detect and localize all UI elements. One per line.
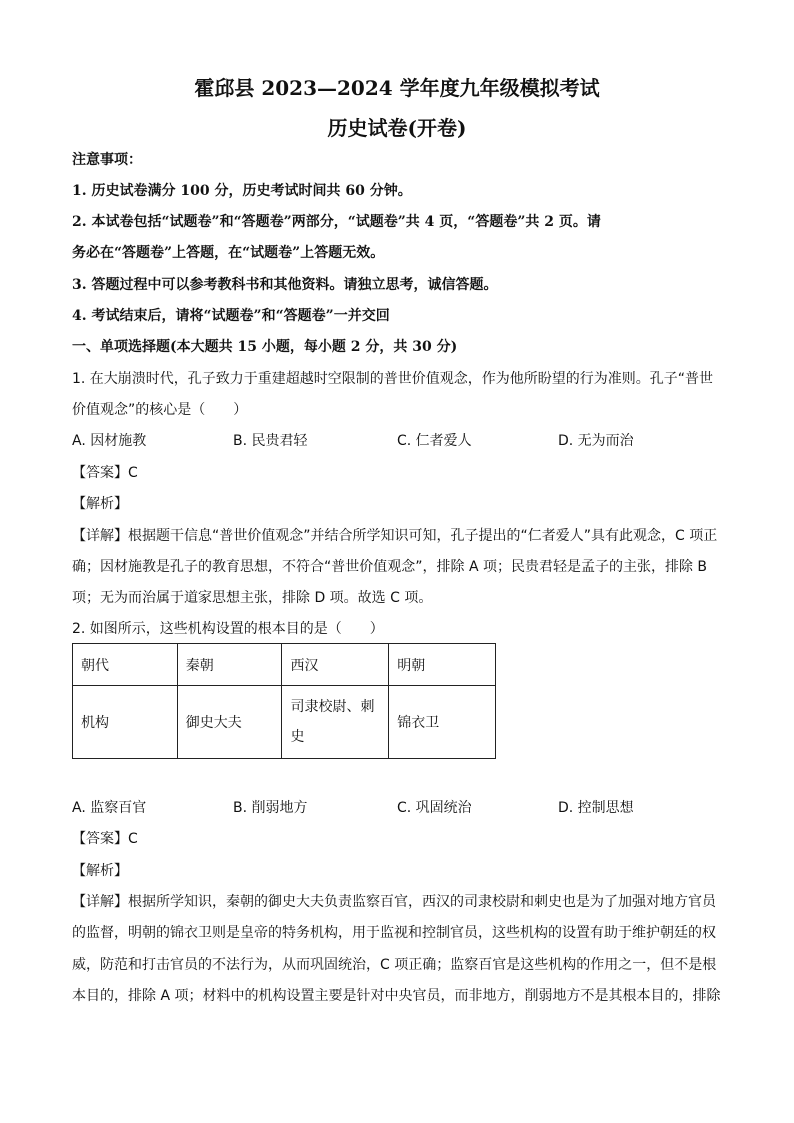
q1-option-d: D. 无为而治 xyxy=(558,433,634,449)
table-cell: 西汉 xyxy=(282,644,389,686)
table-cell: 朝代 xyxy=(73,644,178,686)
q1-option-c: C. 仁者爱人 xyxy=(397,433,472,449)
note-item-2: 2. 本试卷包括“试题卷”和“答题卷”两部分，“试题卷”共 4 页，“答题卷”共 2 页。请 xyxy=(72,214,601,230)
q1-stem-line1: 1. 在大崩溃时代，孔子致力于重建超越时空限制的普世价值观念，作为他所盼望的行为准则。孔子“普世 xyxy=(72,371,714,387)
note-item-3: 3. 答题过程中可以参考教科书和其他资料。请独立思考，诚信答题。 xyxy=(72,277,498,293)
q1-answer: 【答案】C xyxy=(72,465,138,481)
q2-option-c: C. 巩固统治 xyxy=(397,800,472,816)
note-item-1: 1. 历史试卷满分 100 分，历史考试时间共 60 分钟。 xyxy=(72,183,412,199)
q1-analysis-label: 【解析】 xyxy=(72,496,128,512)
q2-institution-table xyxy=(72,643,496,759)
note-item-2-cont: 务必在“答题卷”上答题，在“试题卷”上答题无效。 xyxy=(72,245,385,261)
q2-detail-line3: 威，防范和打击官员的不法行为，从而巩固统治，C 项正确；监察百官是这些机构的作用之一，但不是根 xyxy=(72,957,717,973)
note-item-4: 4. 考试结束后，请将“试题卷”和“答题卷”一并交回 xyxy=(72,308,390,324)
table-cell: 锦衣卫 xyxy=(389,686,496,759)
q1-option-b: B. 民贵君轻 xyxy=(233,433,308,449)
q1-detail-line2: 确；因材施教是孔子的教育思想，不符合“普世价值观念”，排除 A 项；民贵君轻是孟子的主张，排除 B xyxy=(72,559,708,575)
table-row xyxy=(73,644,496,686)
q1-option-a: A. 因材施教 xyxy=(72,433,147,449)
table-row xyxy=(73,686,496,759)
exam-title: 霍邱县 2023—2024 学年度九年级模拟考试 xyxy=(194,76,600,100)
q1-detail-line3: 项；无为而治属于道家思想主张，排除 D 项。故选 C 项。 xyxy=(72,590,433,606)
q2-stem: 2. 如图所示，这些机构设置的根本目的是（ ） xyxy=(72,621,384,637)
q2-detail-line4: 本目的，排除 A 项；材料中的机构设置主要是针对中央官员，而非地方，削弱地方不是其根本目的，排除 xyxy=(72,988,721,1004)
q2-answer: 【答案】C xyxy=(72,831,138,847)
q1-detail-line1: 【详解】根据题干信息“普世价值观念”并结合所学知识可知，孔子提出的“仁者爱人”具有此观念，C 项正 xyxy=(72,528,718,544)
table-cell: 司隶校尉、刺史 xyxy=(282,686,389,759)
q2-analysis-label: 【解析】 xyxy=(72,863,128,879)
table-cell: 秦朝 xyxy=(177,644,282,686)
table-cell: 明朝 xyxy=(389,644,496,686)
q2-option-d: D. 控制思想 xyxy=(558,800,634,816)
section-heading: 一、单项选择题(本大题共 15 小题，每小题 2 分，共 30 分) xyxy=(72,339,458,355)
table-cell: 机构 xyxy=(73,686,178,759)
table-cell: 御史大夫 xyxy=(177,686,282,759)
q2-detail-line2: 的监督，明朝的锦衣卫则是皇帝的特务机构，用于监视和控制官员，这些机构的设置有助于维护朝廷的权 xyxy=(72,925,716,941)
exam-subtitle: 历史试卷(开卷) xyxy=(327,116,467,140)
q2-option-a: A. 监察百官 xyxy=(72,800,147,816)
notes-heading: 注意事项： xyxy=(72,152,142,168)
q2-option-b: B. 削弱地方 xyxy=(233,800,308,816)
q2-detail-line1: 【详解】根据所学知识，秦朝的御史大夫负责监察百官，西汉的司隶校尉和刺史也是为了加强对地方官员 xyxy=(72,894,716,910)
q1-stem-line2: 价值观念”的核心是（ ） xyxy=(72,402,248,418)
